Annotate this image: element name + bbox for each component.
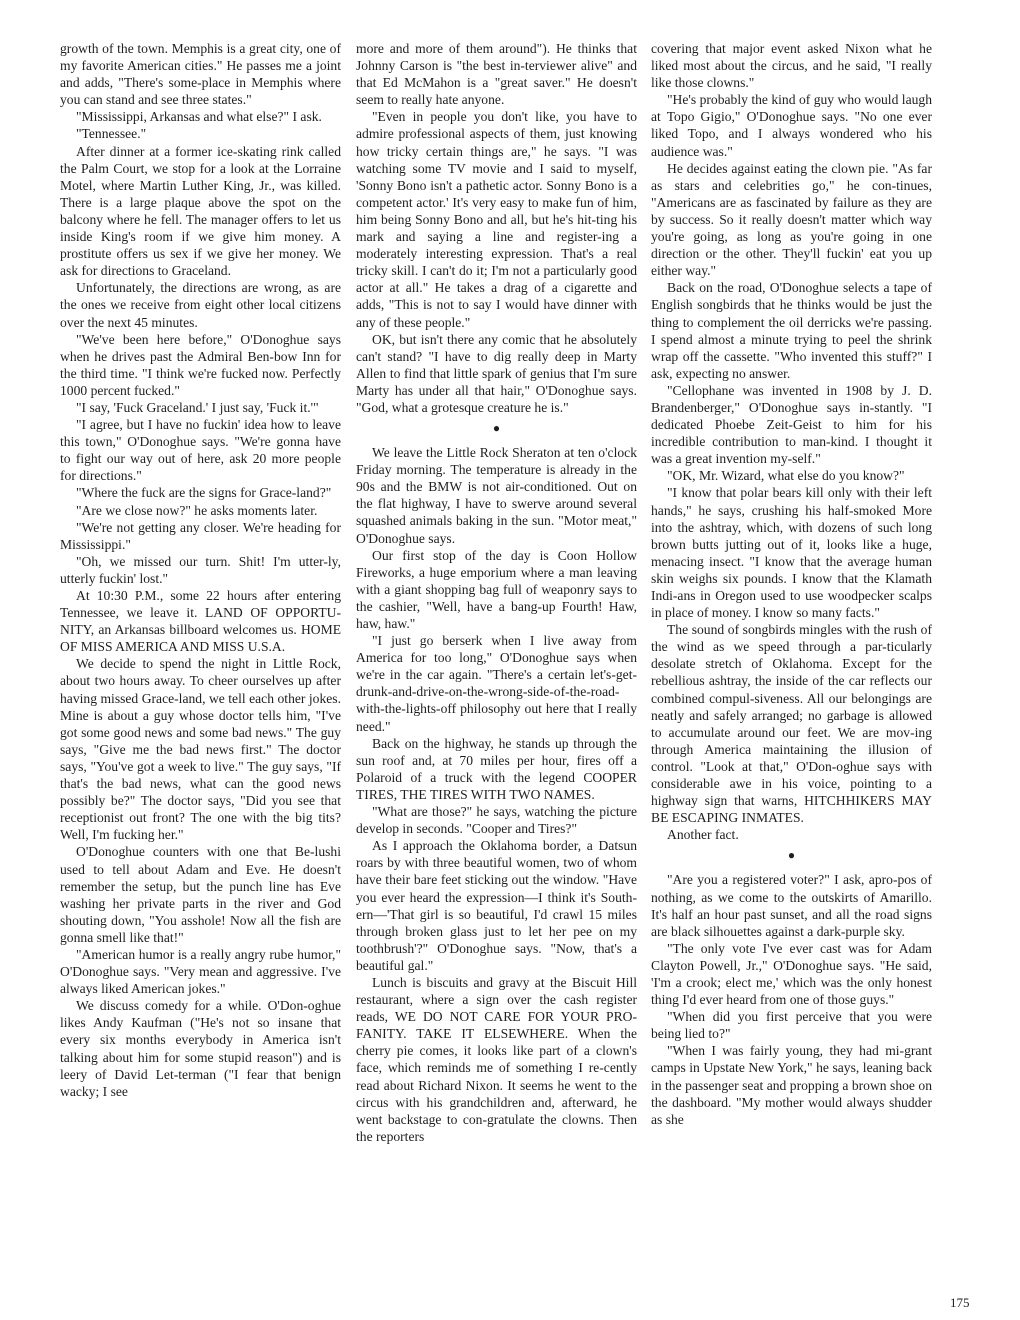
paragraph: "I know that polar bears kill only with their left hands," he says, crushing his half-smoked More into the ashtray, which, with dozens of such long brown butts jutting out of it, looks like a huge, menacing insect. "I know that the average human skin weighs six pounds. I know that the Klamath Indi-ans in Oregon used to use woodpecker scalps in place of money. I know so many facts." xyxy=(651,485,932,621)
paragraph: "What are those?" he says, watching the picture develop in seconds. "Cooper and Tires?" xyxy=(356,804,637,837)
paragraph: "I just go berserk when I live away from America for too long," O'Donoghue says when we're in the car again. "There's a certain let's-get-drunk-and-drive-on-the-wrong-side-of-the-road-with-the-lights-off philosophy out here that I really need." xyxy=(356,633,637,734)
paragraph: "I say, 'Fuck Graceland.' I just say, 'Fuck it.'" xyxy=(76,399,319,415)
paragraph: "We've been here before," O'Donoghue says when he drives past the Admiral Ben-bow Inn for the third time. "I think we're fucked now. Perfectly 1000 percent fucked." xyxy=(60,331,341,398)
paragraph: Back on the highway, he stands up through the sun roof and, at 70 miles per hour, fires off a Polaroid of a truck with the legend COOPER TIRES, THE TIRES WITH TWO NAMES. xyxy=(356,735,637,802)
paragraph: "He's probably the kind of guy who would laugh at Topo Gigio," O'Donoghue says. "No one ever liked Topo, and I always wondered who his audience was." xyxy=(651,92,932,159)
paragraph: We leave the Little Rock Sheraton at ten o'clock Friday morning. The temperature is already in the 90s and the BMW is not air-conditioned. Out on the flat highway, I have to swerve around several squashed animals baking in the sun. "Motor meat," O'Donoghue says. xyxy=(356,445,637,546)
paragraph: Back on the road, O'Donoghue selects a tape of English songbirds that he thinks would be just the thing to complement the oil derricks we're passing. I spend almost a minute trying to peel the shrink wrap off the cassette. "Who invented this stuff?" I ask, expecting no answer. xyxy=(651,280,932,381)
paragraph: "American humor is a really angry rube humor," O'Donoghue says. "Very mean and aggressive. I've always liked American jokes." xyxy=(60,946,341,997)
paragraph: "The only vote I've ever cast was for Adam Clayton Powell, Jr.," O'Donoghue says. "He said, 'I'm a crook; elect me,' which was the only honest thing I'd ever heard from one of those guys." xyxy=(651,940,932,1008)
paragraph: covering that major event asked Nixon what he liked most about the circus, and he said, "I really like those clowns." xyxy=(651,41,932,91)
paragraph: Lunch is biscuits and gravy at the Biscuit Hill restaurant, where a sign over the cash register reads, WE DO NOT CARE FOR YOUR PRO-FANITY. TAKE IT ELSEWHERE. When the cherry pie comes, it looks like part of a clown's face, which reminds me of something I re-cently read about Richard Nixon. It seems he went to the circus with his grandchildren and, afterward, he went backstage to con-gratulate the clowns. Then the reporters xyxy=(356,974,637,1144)
text-column-1 xyxy=(60,40,341,1100)
paragraph: He decides against eating the clown pie. "As far as stars and celebrities go," he con-tinues, "Americans are as fascinated by failure as they are by success. So it really doesn't matter which way you're going, as long as you're going in one direction or the other. They'll fuckin' eat you up either way." xyxy=(651,160,932,279)
paragraph: "I agree, but I have no fuckin' idea how to leave this town," O'Donoghue says. "We're gonna have to fight our way out of here, ask 20 more people for directions." xyxy=(60,417,341,484)
paragraph: Another fact. xyxy=(667,827,739,843)
paragraph: "We're not getting any closer. We're heading for Mississippi." xyxy=(60,519,341,552)
paragraph: "Are you a registered voter?" I ask, apro-pos of nothing, as we come to the outskirts of Amarillo. It's half an hour past sunset, and all the road signs are black silhouettes against a dark-purple sky. xyxy=(651,872,932,939)
paragraph: We decide to spend the night in Little Rock, about two hours away. To cheer ourselves up after having missed Grace-land, we tell each other jokes. Mine is about a guy whose doctor tells him, "I've got some good news and some bad news." The guy says, "Give me the bad news first." The doctor says, "You've got a week to live." The guy says, "If that's the bad news, what can the good news possibly be?" The doctor says, "Did you see that receptionist out front? The one with the big tits? Well, I'm fucking her." xyxy=(60,656,341,843)
paragraph: At 10:30 P.M., some 22 hours after entering Tennessee, we leave it. LAND OF OPPORTU-NITY, an Arkansas billboard welcomes us. HOME OF MISS AMERICA AND MISS U.S.A. xyxy=(60,588,341,655)
paragraph: "Tennessee." xyxy=(76,126,147,142)
paragraph: "Oh, we missed our turn. Shit! I'm utter-ly, utterly fuckin' lost." xyxy=(60,553,341,586)
paragraph: "Even in people you don't like, you have to admire professional aspects of them, just knowing how tricky certain things are," he says. "I was watching some TV movie and I said to myself, 'Sonny Bono isn't a pathetic actor. Sonny Bono is a competent actor.' It's very easy to make fun of him, him being Sonny Bono and all, but he's hit-ting his mark and saying a line and register-ing a moderately interesting expression. That's a real tricky skill. I can't do it; I'm not a particularly good actor at all." He takes a drag of a cigarette and adds, "This is not to say I would have dinner with any of these people." xyxy=(356,109,637,330)
paragraph: Unfortunately, the directions are wrong, as are the ones we receive from eight other local citizens over the next 45 minutes. xyxy=(60,280,341,330)
section-bullet: ● xyxy=(787,848,796,863)
paragraph: After dinner at a former ice-skating rink called the Palm Court, we stop for a look at the Lorraine Motel, where Martin Luther King, Jr., was killed. There is a large plaque above the spot on the balcony where he fell. The manager offers to let us inside King's room if we give him money. A prostitute offers us sex if we give her money. We ask for directions to Graceland. xyxy=(60,143,341,279)
paragraph: "OK, Mr. Wizard, what else do you know?" xyxy=(667,468,905,484)
paragraph: more and more of them around"). He thinks that Johnny Carson is "the best in-terviewer alive" and that Ed McMahon is a "great saver." He doesn't seem to really hate anyone. xyxy=(356,41,637,108)
paragraph: OK, but isn't there any comic that he absolutely can't stand? "I have to dig really deep in Marty Allen to find that little spark of genius that I'm sure Marty has under all that hair," O'Donoghue says. "God, what a grotesque creature he is." xyxy=(356,331,637,415)
paragraph: We discuss comedy for a while. O'Don-oghue likes Andy Kaufman ("He's not so insane that every six months everybody in America isn't talking about him for some stupid reason") and is leery of David Let-terman ("I fear that benign wacky; I see xyxy=(60,998,341,1099)
paragraph: "Mississippi, Arkansas and what else?" I ask. xyxy=(76,109,322,125)
paragraph: Our first stop of the day is Coon Hollow Fireworks, a huge emporium where a man leaving with a giant shopping bag full of weaponry says to the cashier, "Well, have a bang-up Fourth! Haw, haw, haw." xyxy=(356,547,637,631)
paragraph: As I approach the Oklahoma border, a Datsun roars by with three beautiful women, two of whom have their bare feet sticking out the window. "Have you ever heard the expression—I think it's South-ern—'That girl is so beautiful, I'd crawl 15 miles through broken glass just to let her pee on my toothbrush'?" O'Donoghue says. "Now, that's a beautiful gal." xyxy=(356,838,637,973)
paragraph: "Are we close now?" he asks moments later. xyxy=(76,502,318,518)
paragraph: O'Donoghue counters with one that Be-lushi used to tell about Adam and Eve. He doesn't remember the setup, but the punch line has Eve washing her private parts in the river and God shouting down, "You asshole! Now all the fish are gonna smell like that!" xyxy=(60,844,341,945)
section-bullet: ● xyxy=(492,421,501,436)
paragraph: growth of the town. Memphis is a great city, one of my favorite American cities." He passes me a joint and adds, "There's some-place in Memphis where you can stand and see three states." xyxy=(60,41,341,108)
paragraph: "When did you first perceive that you were being lied to?" xyxy=(651,1009,932,1042)
page-number: 175 xyxy=(950,1295,970,1310)
paragraph: "Cellophane was invented in 1908 by J. D. Brandenberger," O'Donoghue says in-stantly. "I dedicated Phoebe Zeit-Geist to him for his incredible contribution to man-kind. I thought it was a great invention my-self." xyxy=(651,382,932,467)
paragraph: "When I was fairly young, they had mi-grant camps in Upstate New York," he says, leaning back in the passenger seat and propping a brown shoe on the dashboard. "My mother would always shudder as she xyxy=(651,1043,932,1127)
text-column-3 xyxy=(651,40,932,1128)
paragraph: "Where the fuck are the signs for Grace-land?" xyxy=(76,485,332,501)
paragraph: The sound of songbirds mingles with the rush of the wind as we speed through a par-ticularly desolate stretch of Oklahoma. Except for the rebellious ashtray, the inside of the car reflects our combined compul-siveness. All our belongings are neatly and safely arranged; no garbage is allowed to accumulate around our feet. We are mov-ing through America maintaining the illusion of control. "Look at that," O'Don-oghue says with considerable awe in his voice, pointing to a highway sign that warns, HITCHHIKERS MAY BE ESCAPING INMATES. xyxy=(651,622,932,826)
text-column-2 xyxy=(356,40,637,1145)
